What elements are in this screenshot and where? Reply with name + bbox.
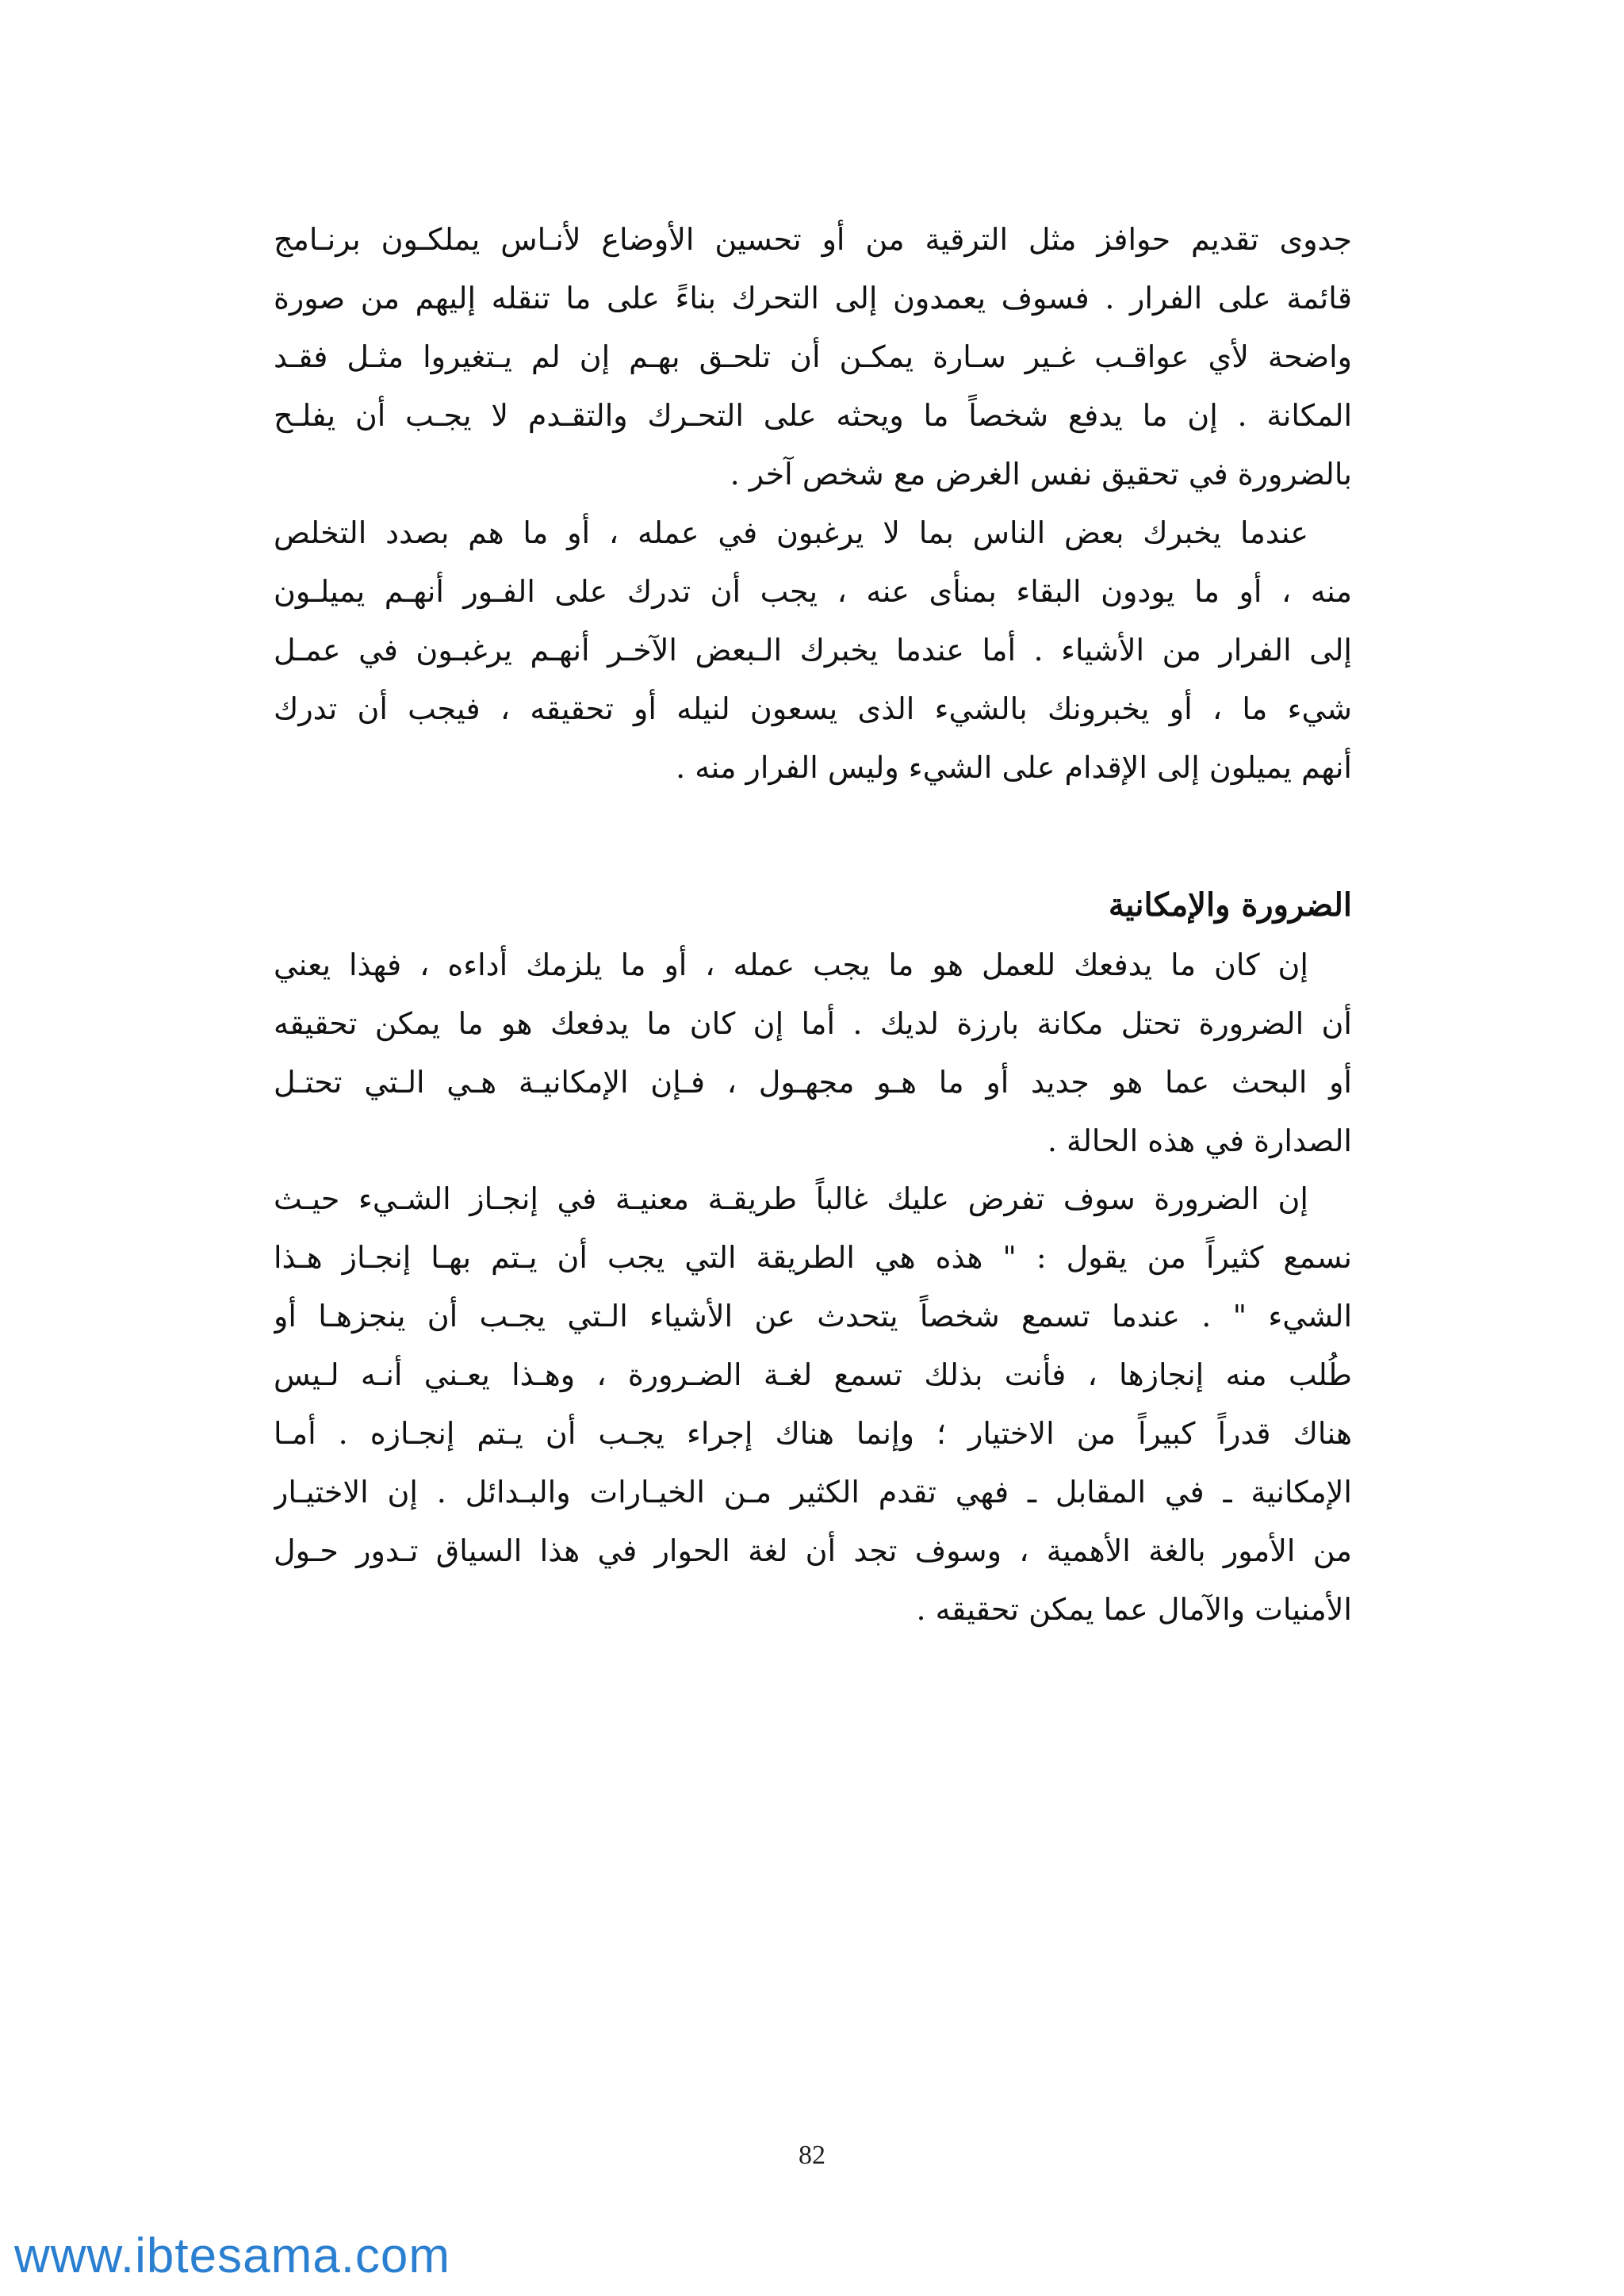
paragraph-line: طُلب منه إنجازها ، فأنت بذلك تسمع لغـة الضـرورة ، وهـذا يعـني أنـه لـيس — [274, 1357, 1352, 1392]
paragraph-line: المكانة . إن ما يدفع شخصاً ما ويحثه على التحـرك والتقـدم لا يجـب أن يفلـح — [274, 398, 1352, 433]
paragraph-line: جدوى تقديم حوافز مثل الترقية من أو تحسين الأوضاع لأنـاس يملكـون برنـامج — [274, 222, 1352, 257]
paragraph-line: بالضرورة في تحقيق نفس الغرض مع شخص آخر . — [730, 457, 1352, 492]
paragraph-1 — [274, 210, 1352, 503]
paragraph-line: نسمع كثيراً من يقول : " هذه هي الطريقة التي يجب أن يـتم بهـا إنجـاز هـذا — [274, 1240, 1352, 1275]
paragraph-line: قائمة على الفرار . فسوف يعمدون إلى التحرك بناءً على ما تنقله إليهم من صورة — [274, 281, 1352, 316]
paragraph-line: منه ، أو ما يودون البقاء بمنأى عنه ، يجب أن تدرك على الفـور أنهـم يميلـون — [274, 574, 1352, 609]
paragraph-4 — [274, 1169, 1352, 1639]
paragraph-line: إن كان ما يدفعك للعمل هو ما يجب عمله ، أو ما يلزمك أداءه ، فهذا يعني — [274, 947, 1308, 982]
paragraph-line: واضحة لأي عواقـب غـير سـارة يمكـن أن تلحـق بهـم إن لم يـتغيروا مثـل فقـد — [274, 339, 1352, 374]
paragraph-line: أنهم يميلون إلى الإقدام على الشيء وليس الفرار منه . — [676, 750, 1352, 785]
paragraph-line: الإمكانية ـ في المقابل ـ فهي تقدم الكثير مـن الخيـارات والبـدائل . إن الاختيـار — [274, 1475, 1352, 1510]
paragraph-line: شيء ما ، أو يخبرونك بالشيء الذى يسعون لنيله أو تحقيقه ، فيجب أن تدرك — [274, 691, 1352, 726]
section-heading: الضرورة والإمكانية — [1108, 886, 1352, 924]
paragraph-line: أو البحث عما هو جديد أو ما هـو مجهـول ، فـإن الإمكانيـة هـي الـتي تحتـل — [274, 1065, 1352, 1100]
paragraph-3 — [274, 936, 1352, 1170]
paragraph-line: إلى الفرار من الأشياء . أما عندما يخبرك الـبعض الآخـر أنهـم يرغبـون في عمـل — [274, 633, 1352, 668]
paragraph-line: الشيء " . عندما تسمع شخصاً يتحدث عن الأشياء الـتي يجـب أن ينجزهـا أو — [274, 1299, 1352, 1334]
paragraph-line: أن الضرورة تحتل مكانة بارزة لديك . أما إن كان ما يدفعك هو ما يمكن تحقيقه — [274, 1006, 1352, 1041]
paragraph-line: من الأمور بالغة الأهمية ، وسوف تجد أن لغة الحوار في هذا السياق تـدور حـول — [274, 1533, 1352, 1568]
watermark-url: www.ibtesama.com — [14, 2229, 451, 2283]
paragraph-line: الأمنيات والآمال عما يمكن تحقيقه . — [916, 1592, 1352, 1627]
paragraph-line: إن الضرورة سوف تفرض عليك غالباً طريقـة معنيـة في إنجـاز الشـيء حيـث — [274, 1181, 1308, 1216]
paragraph-2 — [274, 503, 1352, 797]
paragraph-line: عندما يخبرك بعض الناس بما لا يرغبون في عمله ، أو ما هم بصدد التخلص — [274, 515, 1308, 550]
paragraph-line: الصدارة في هذه الحالة . — [1047, 1123, 1352, 1158]
page-number: 82 — [799, 2141, 825, 2170]
paragraph-line: هناك قدراً كبيراً من الاختيار ؛ وإنما هناك إجراء يجـب أن يـتم إنجـازه . أمـا — [274, 1416, 1352, 1451]
